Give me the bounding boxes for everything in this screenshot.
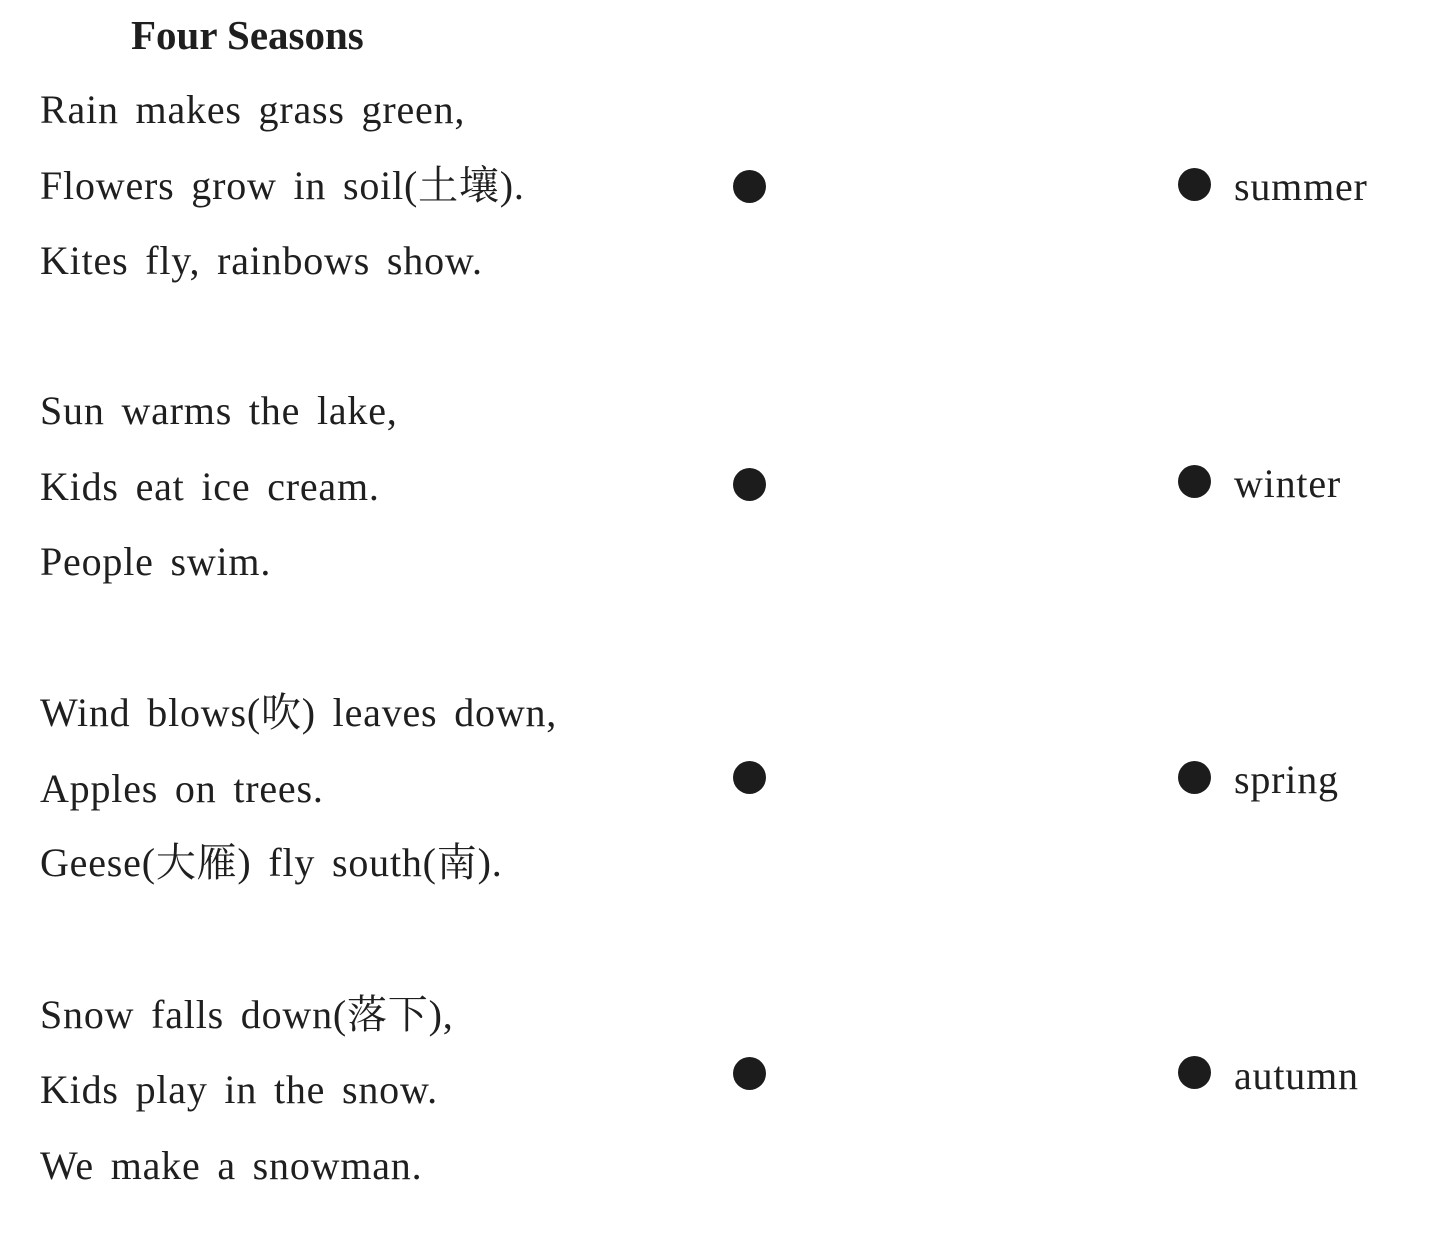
stanza-2-line-3: People swim. [40, 539, 272, 584]
season-spring-match-dot[interactable] [1178, 761, 1211, 794]
stanza-4-line-3: We make a snowman. [40, 1143, 423, 1188]
stanza-3-line-3: Geese(大雁) fly south(南). [40, 840, 503, 885]
stanza-4-line-1: Snow falls down(落下), [40, 992, 454, 1037]
stanza-2-line-1: Sun warms the lake, [40, 388, 398, 433]
poem-title: Four Seasons [131, 12, 364, 58]
season-label-spring: spring [1234, 757, 1339, 802]
stanza-2-match-dot[interactable] [733, 468, 766, 501]
season-winter-match-dot[interactable] [1178, 465, 1211, 498]
stanza-1-line-2: Flowers grow in soil(土壤). [40, 163, 525, 208]
season-label-winter: winter [1234, 461, 1341, 506]
stanza-3-line-1: Wind blows(吹) leaves down, [40, 690, 558, 735]
stanza-4-match-dot[interactable] [733, 1057, 766, 1090]
stanza-1-line-3: Kites fly, rainbows show. [40, 238, 483, 283]
stanza-2-line-2: Kids eat ice cream. [40, 464, 380, 509]
stanza-3-line-2: Apples on trees. [40, 766, 324, 811]
season-summer-match-dot[interactable] [1178, 168, 1211, 201]
season-label-summer: summer [1234, 164, 1368, 209]
stanza-1-line-1: Rain makes grass green, [40, 87, 466, 132]
stanza-1-match-dot[interactable] [733, 170, 766, 203]
season-label-autumn: autumn [1234, 1053, 1359, 1098]
stanza-4-line-2: Kids play in the snow. [40, 1067, 438, 1112]
stanza-3-match-dot[interactable] [733, 761, 766, 794]
season-autumn-match-dot[interactable] [1178, 1056, 1211, 1089]
